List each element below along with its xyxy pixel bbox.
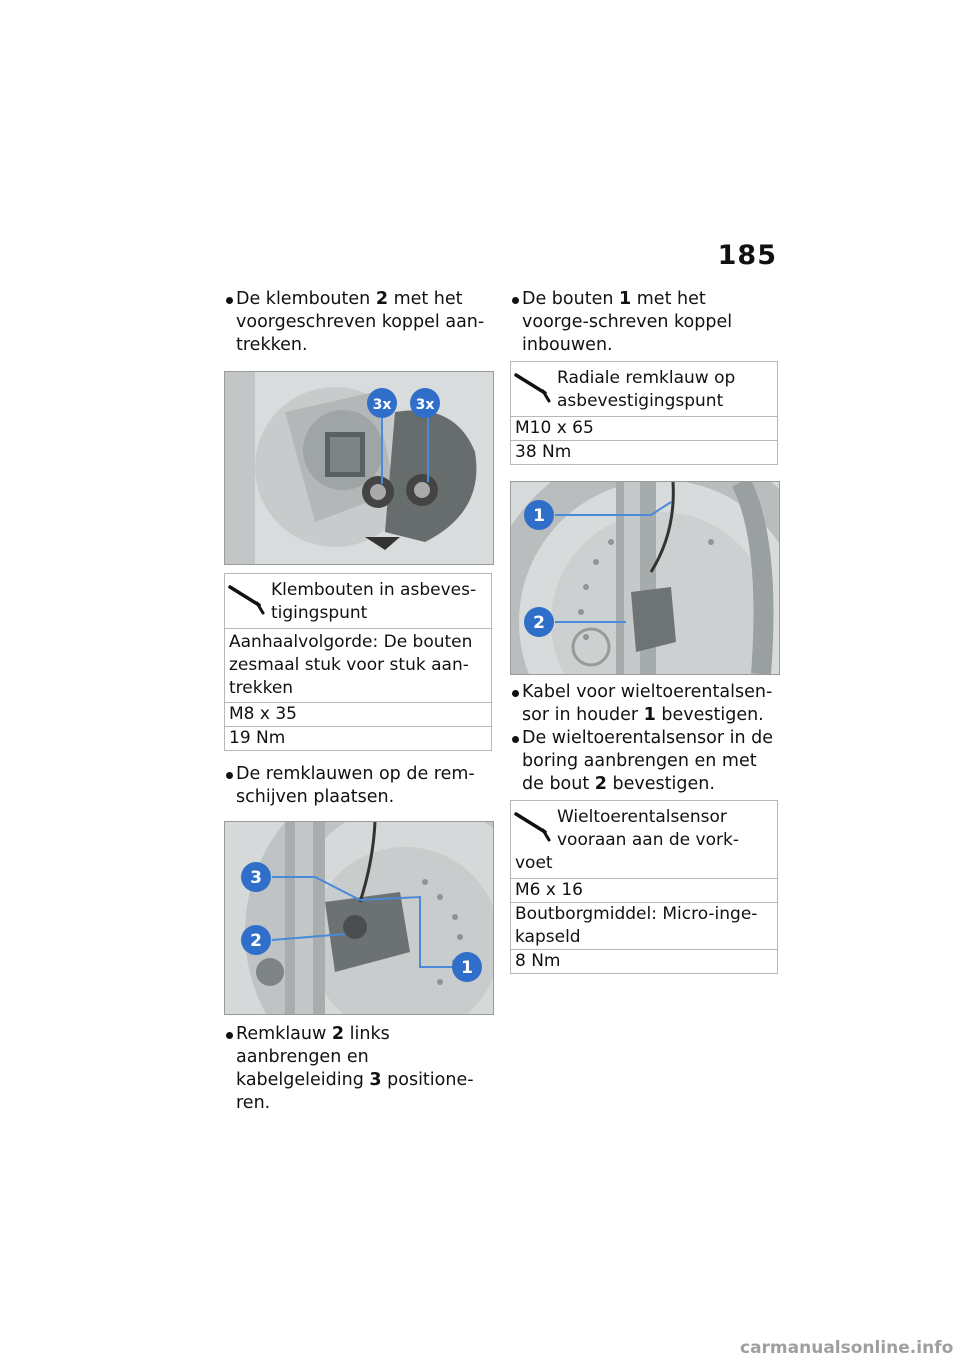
step-text: bevestigen.	[655, 705, 764, 725]
callout-2: 2	[250, 931, 262, 951]
spec-title: Klembouten in asbeves-tigingspunt	[271, 580, 477, 623]
step-ref-number: 2	[331, 1024, 345, 1044]
step-ref-number: 1	[643, 705, 656, 725]
callout-3: 3	[250, 868, 262, 888]
spec-row: Boutborgmiddel: Micro-inge-kapseld	[511, 903, 778, 950]
spec-title: Wieltoerentalsensor vooraan aan de vork-voet	[515, 807, 739, 873]
bullet-dot	[226, 1032, 233, 1039]
callout-3x: 3x	[372, 397, 392, 413]
caliper-illustration	[225, 822, 493, 1014]
bullet-dot	[512, 690, 519, 697]
step-tighten-clamp-bolts	[224, 288, 492, 357]
step-ref-number: 3	[369, 1070, 382, 1090]
spec-table-wheel-sensor	[510, 800, 778, 974]
callout-1: 1	[533, 506, 545, 526]
spec-row: M6 x 16	[511, 879, 778, 903]
spec-row: M10 x 65	[511, 417, 778, 441]
spec-row: 8 Nm	[511, 950, 778, 974]
left-column	[224, 288, 492, 1115]
step-mount-caliper	[224, 1023, 492, 1115]
spec-row: 19 Nm	[225, 727, 492, 751]
spec-title: Radiale remklauw op asbevestigingspunt	[557, 368, 736, 411]
step-secure-cable	[510, 681, 778, 727]
figure-wheel-sensor	[510, 481, 780, 675]
figure-caliper-left	[224, 821, 494, 1015]
step-text: De wieltoerentalsensor in de boring aanbrengen en met de bout	[522, 728, 774, 794]
step-ref-number: 2	[375, 289, 388, 309]
spec-row: M8 x 35	[225, 703, 492, 727]
step-install-sensor	[510, 727, 778, 796]
torque-wrench-icon	[513, 369, 555, 403]
callout-3x: 3x	[415, 397, 435, 413]
step-text: De bouten	[522, 289, 619, 309]
bullet-dot	[226, 772, 233, 779]
figure-clamp-bolts	[224, 371, 494, 565]
step-text: links aanbrengen en kabelgeleiding	[236, 1024, 390, 1090]
torque-wrench-icon	[513, 808, 555, 842]
wheel-sensor-illustration	[511, 482, 779, 674]
step-text: met het voorgeschreven koppel aan-trekken.	[236, 289, 485, 355]
callout-2: 2	[533, 613, 545, 633]
step-install-bolts	[510, 288, 778, 357]
bullet-dot	[512, 297, 519, 304]
right-column	[510, 288, 778, 974]
spec-table-radial-caliper	[510, 361, 778, 465]
bullet-dot	[512, 736, 519, 743]
step-text: Remklauw	[236, 1024, 332, 1044]
clamp-bolts-illustration	[225, 372, 493, 564]
step-text: bevestigen.	[606, 774, 715, 794]
watermark: carmanualsonline.info	[740, 1338, 954, 1358]
spec-row: 38 Nm	[511, 441, 778, 465]
step-text: met het voorge-schreven koppel inbouwen.	[522, 289, 733, 355]
torque-wrench-icon	[227, 581, 269, 615]
step-text: De klembouten	[236, 289, 376, 309]
bullet-dot	[226, 297, 233, 304]
step-text: De remklauwen op de rem-schijven plaatsen.	[236, 764, 475, 807]
spec-row: Aanhaalvolgorde: De bouten zesmaal stuk voor stuk aan-trekken	[225, 629, 492, 703]
callout-1: 1	[461, 958, 473, 978]
step-text: positione-ren.	[236, 1070, 474, 1113]
step-text: Kabel voor wieltoerentalsen-sor in houder	[522, 682, 773, 725]
step-place-calipers	[224, 763, 492, 809]
spec-table-clamp-bolts	[224, 573, 492, 751]
page-number: 185	[717, 240, 777, 271]
step-ref-number: 2	[594, 774, 607, 794]
step-ref-number: 1	[619, 289, 632, 309]
